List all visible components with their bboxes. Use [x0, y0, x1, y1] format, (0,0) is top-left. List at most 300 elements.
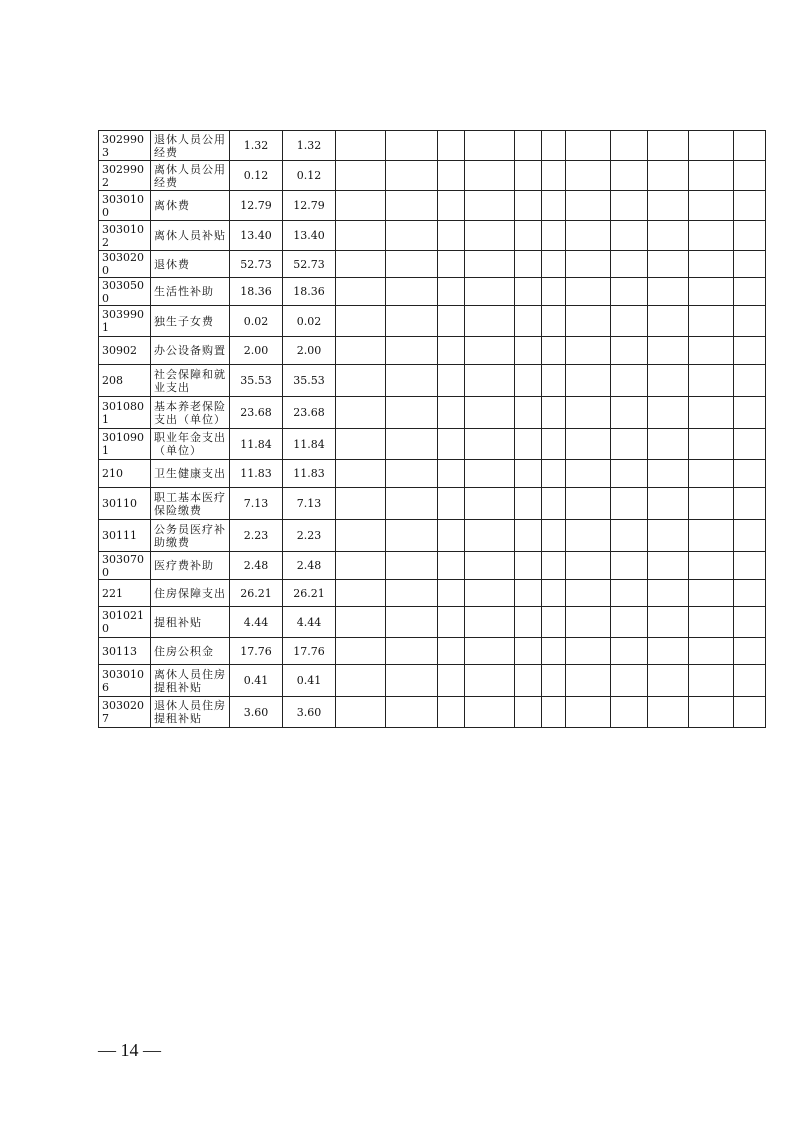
empty-cell: [689, 460, 734, 488]
empty-cell: [566, 337, 611, 365]
empty-cell: [438, 429, 465, 460]
empty-cell: [566, 221, 611, 251]
empty-cell: [336, 488, 386, 520]
empty-cell: [336, 365, 386, 397]
row-value-basic: 13.40: [283, 221, 336, 251]
row-value-basic: 23.68: [283, 397, 336, 429]
empty-cell: [515, 520, 542, 552]
empty-cell: [515, 580, 542, 607]
empty-cell: [438, 306, 465, 337]
empty-cell: [465, 460, 515, 488]
row-value-total: 35.53: [230, 365, 283, 397]
table-row: [99, 552, 766, 580]
row-value-basic: 3.60: [283, 697, 336, 728]
empty-cell: [611, 429, 648, 460]
row-name: 离休人员住房提租补贴: [151, 665, 230, 697]
empty-cell: [336, 607, 386, 638]
row-value-total: 12.79: [230, 191, 283, 221]
empty-cell: [465, 607, 515, 638]
table-row: [99, 365, 766, 397]
empty-cell: [465, 365, 515, 397]
table-row: [99, 607, 766, 638]
empty-cell: [386, 337, 438, 365]
empty-cell: [386, 278, 438, 306]
table-row: [99, 638, 766, 665]
empty-cell: [611, 552, 648, 580]
empty-cell: [438, 460, 465, 488]
empty-cell: [566, 580, 611, 607]
empty-cell: [648, 697, 689, 728]
empty-cell: [689, 131, 734, 161]
empty-cell: [438, 365, 465, 397]
table-row: [99, 460, 766, 488]
empty-cell: [515, 161, 542, 191]
empty-cell: [542, 488, 566, 520]
empty-cell: [611, 697, 648, 728]
empty-cell: [542, 607, 566, 638]
empty-cell: [611, 306, 648, 337]
empty-cell: [542, 460, 566, 488]
empty-cell: [336, 397, 386, 429]
empty-cell: [566, 131, 611, 161]
empty-cell: [734, 638, 766, 665]
empty-cell: [438, 697, 465, 728]
row-value-basic: 0.02: [283, 306, 336, 337]
empty-cell: [689, 306, 734, 337]
row-value-basic: 17.76: [283, 638, 336, 665]
empty-cell: [515, 365, 542, 397]
empty-cell: [386, 251, 438, 278]
empty-cell: [611, 397, 648, 429]
empty-cell: [542, 397, 566, 429]
empty-cell: [438, 488, 465, 520]
empty-cell: [611, 520, 648, 552]
row-value-basic: 1.32: [283, 131, 336, 161]
row-value-total: 0.02: [230, 306, 283, 337]
empty-cell: [438, 552, 465, 580]
row-value-total: 2.00: [230, 337, 283, 365]
empty-cell: [542, 365, 566, 397]
row-code: 221: [99, 580, 151, 607]
empty-cell: [542, 429, 566, 460]
empty-cell: [542, 638, 566, 665]
empty-cell: [465, 191, 515, 221]
empty-cell: [386, 638, 438, 665]
table-row: [99, 520, 766, 552]
empty-cell: [336, 580, 386, 607]
table-row: [99, 191, 766, 221]
row-value-total: 13.40: [230, 221, 283, 251]
row-code: 3010801: [99, 397, 151, 429]
row-code: 3030102: [99, 221, 151, 251]
empty-cell: [465, 638, 515, 665]
empty-cell: [465, 251, 515, 278]
row-name: 离休费: [151, 191, 230, 221]
row-value-total: 17.76: [230, 638, 283, 665]
empty-cell: [386, 580, 438, 607]
row-name: 职工基本医疗保险缴费: [151, 488, 230, 520]
empty-cell: [611, 580, 648, 607]
row-value-basic: 2.23: [283, 520, 336, 552]
empty-cell: [648, 337, 689, 365]
empty-cell: [465, 306, 515, 337]
empty-cell: [515, 638, 542, 665]
row-value-basic: 35.53: [283, 365, 336, 397]
empty-cell: [611, 131, 648, 161]
empty-cell: [611, 251, 648, 278]
empty-cell: [734, 429, 766, 460]
empty-cell: [566, 278, 611, 306]
empty-cell: [438, 161, 465, 191]
empty-cell: [438, 607, 465, 638]
empty-cell: [465, 552, 515, 580]
empty-cell: [386, 221, 438, 251]
empty-cell: [566, 306, 611, 337]
empty-cell: [689, 397, 734, 429]
empty-cell: [465, 221, 515, 251]
empty-cell: [611, 221, 648, 251]
row-value-total: 11.84: [230, 429, 283, 460]
empty-cell: [438, 221, 465, 251]
empty-cell: [386, 131, 438, 161]
empty-cell: [566, 191, 611, 221]
empty-cell: [648, 221, 689, 251]
empty-cell: [689, 429, 734, 460]
row-code: 3039901: [99, 306, 151, 337]
empty-cell: [611, 191, 648, 221]
empty-cell: [542, 221, 566, 251]
empty-cell: [648, 552, 689, 580]
table-row: [99, 251, 766, 278]
row-value-basic: 18.36: [283, 278, 336, 306]
table-row: [99, 429, 766, 460]
row-name: 社会保障和就业支出: [151, 365, 230, 397]
empty-cell: [689, 251, 734, 278]
empty-cell: [648, 365, 689, 397]
table-row: [99, 397, 766, 429]
empty-cell: [465, 520, 515, 552]
empty-cell: [734, 520, 766, 552]
empty-cell: [465, 429, 515, 460]
row-name: 退休人员公用经费: [151, 131, 230, 161]
empty-cell: [438, 580, 465, 607]
row-name: 卫生健康支出: [151, 460, 230, 488]
empty-cell: [438, 131, 465, 161]
row-name: 公务员医疗补助缴费: [151, 520, 230, 552]
empty-cell: [566, 365, 611, 397]
empty-cell: [734, 131, 766, 161]
empty-cell: [611, 638, 648, 665]
row-value-total: 2.48: [230, 552, 283, 580]
row-code: 30113: [99, 638, 151, 665]
empty-cell: [465, 580, 515, 607]
row-name: 退休人员住房提租补贴: [151, 697, 230, 728]
empty-cell: [542, 520, 566, 552]
empty-cell: [336, 306, 386, 337]
empty-cell: [542, 337, 566, 365]
empty-cell: [465, 665, 515, 697]
empty-cell: [648, 638, 689, 665]
empty-cell: [566, 460, 611, 488]
empty-cell: [566, 697, 611, 728]
empty-cell: [386, 607, 438, 638]
empty-cell: [566, 161, 611, 191]
empty-cell: [438, 520, 465, 552]
empty-cell: [438, 278, 465, 306]
empty-cell: [689, 607, 734, 638]
empty-cell: [336, 460, 386, 488]
empty-cell: [648, 306, 689, 337]
empty-cell: [648, 460, 689, 488]
empty-cell: [336, 221, 386, 251]
empty-cell: [689, 665, 734, 697]
empty-cell: [689, 365, 734, 397]
empty-cell: [689, 488, 734, 520]
empty-cell: [734, 397, 766, 429]
empty-cell: [648, 665, 689, 697]
row-value-total: 1.32: [230, 131, 283, 161]
table-row: [99, 665, 766, 697]
empty-cell: [734, 337, 766, 365]
row-value-basic: 4.44: [283, 607, 336, 638]
empty-cell: [386, 429, 438, 460]
empty-cell: [611, 607, 648, 638]
empty-cell: [336, 161, 386, 191]
table-row: [99, 488, 766, 520]
empty-cell: [542, 552, 566, 580]
empty-cell: [386, 365, 438, 397]
empty-cell: [566, 665, 611, 697]
row-code: 3030500: [99, 278, 151, 306]
row-code: 208: [99, 365, 151, 397]
empty-cell: [689, 191, 734, 221]
empty-cell: [542, 306, 566, 337]
empty-cell: [386, 161, 438, 191]
empty-cell: [386, 397, 438, 429]
empty-cell: [515, 278, 542, 306]
empty-cell: [611, 365, 648, 397]
empty-cell: [689, 697, 734, 728]
empty-cell: [515, 607, 542, 638]
empty-cell: [734, 665, 766, 697]
empty-cell: [515, 221, 542, 251]
empty-cell: [566, 429, 611, 460]
row-value-basic: 11.84: [283, 429, 336, 460]
empty-cell: [542, 278, 566, 306]
empty-cell: [734, 460, 766, 488]
row-name: 医疗费补助: [151, 552, 230, 580]
empty-cell: [336, 131, 386, 161]
empty-cell: [611, 161, 648, 191]
row-name: 住房保障支出: [151, 580, 230, 607]
empty-cell: [465, 397, 515, 429]
empty-cell: [734, 365, 766, 397]
empty-cell: [689, 161, 734, 191]
empty-cell: [438, 191, 465, 221]
row-code: 210: [99, 460, 151, 488]
row-value-total: 0.41: [230, 665, 283, 697]
empty-cell: [336, 278, 386, 306]
empty-cell: [734, 221, 766, 251]
empty-cell: [438, 397, 465, 429]
table-row: [99, 221, 766, 251]
empty-cell: [648, 251, 689, 278]
empty-cell: [515, 306, 542, 337]
empty-cell: [542, 161, 566, 191]
empty-cell: [515, 131, 542, 161]
row-code: 3030106: [99, 665, 151, 697]
empty-cell: [386, 697, 438, 728]
empty-cell: [566, 607, 611, 638]
empty-cell: [734, 552, 766, 580]
row-value-basic: 26.21: [283, 580, 336, 607]
budget-table: [98, 130, 766, 728]
empty-cell: [734, 580, 766, 607]
row-code: 3029902: [99, 161, 151, 191]
row-code: 3030200: [99, 251, 151, 278]
empty-cell: [734, 488, 766, 520]
row-code: 30902: [99, 337, 151, 365]
empty-cell: [611, 337, 648, 365]
table-row: [99, 131, 766, 161]
empty-cell: [648, 520, 689, 552]
empty-cell: [386, 520, 438, 552]
empty-cell: [465, 161, 515, 191]
empty-cell: [734, 306, 766, 337]
empty-cell: [648, 580, 689, 607]
empty-cell: [611, 460, 648, 488]
empty-cell: [336, 251, 386, 278]
empty-cell: [734, 251, 766, 278]
table-row: [99, 337, 766, 365]
empty-cell: [438, 251, 465, 278]
row-name: 生活性补助: [151, 278, 230, 306]
empty-cell: [542, 251, 566, 278]
empty-cell: [689, 337, 734, 365]
empty-cell: [465, 697, 515, 728]
row-value-basic: 7.13: [283, 488, 336, 520]
empty-cell: [611, 665, 648, 697]
row-value-basic: 52.73: [283, 251, 336, 278]
empty-cell: [336, 520, 386, 552]
row-value-total: 52.73: [230, 251, 283, 278]
empty-cell: [336, 191, 386, 221]
empty-cell: [465, 488, 515, 520]
empty-cell: [566, 488, 611, 520]
empty-cell: [734, 697, 766, 728]
empty-cell: [734, 607, 766, 638]
empty-cell: [566, 251, 611, 278]
empty-cell: [465, 131, 515, 161]
empty-cell: [465, 337, 515, 365]
table-row: [99, 697, 766, 728]
empty-cell: [648, 429, 689, 460]
empty-cell: [515, 397, 542, 429]
row-name: 职业年金支出（单位）: [151, 429, 230, 460]
table-row: [99, 580, 766, 607]
empty-cell: [386, 552, 438, 580]
empty-cell: [438, 337, 465, 365]
empty-cell: [648, 131, 689, 161]
empty-cell: [515, 337, 542, 365]
empty-cell: [542, 665, 566, 697]
row-value-total: 2.23: [230, 520, 283, 552]
row-code: 3030100: [99, 191, 151, 221]
empty-cell: [542, 697, 566, 728]
row-value-total: 0.12: [230, 161, 283, 191]
table-body: [99, 131, 766, 728]
row-name: 独生子女费: [151, 306, 230, 337]
empty-cell: [542, 580, 566, 607]
row-code: 3030700: [99, 552, 151, 580]
empty-cell: [566, 638, 611, 665]
empty-cell: [336, 665, 386, 697]
row-value-total: 3.60: [230, 697, 283, 728]
empty-cell: [566, 520, 611, 552]
empty-cell: [542, 131, 566, 161]
empty-cell: [386, 460, 438, 488]
empty-cell: [515, 460, 542, 488]
empty-cell: [515, 665, 542, 697]
empty-cell: [689, 638, 734, 665]
empty-cell: [336, 638, 386, 665]
empty-cell: [438, 638, 465, 665]
empty-cell: [386, 665, 438, 697]
empty-cell: [336, 337, 386, 365]
row-value-total: 4.44: [230, 607, 283, 638]
empty-cell: [689, 520, 734, 552]
empty-cell: [689, 278, 734, 306]
empty-cell: [648, 397, 689, 429]
empty-cell: [465, 278, 515, 306]
empty-cell: [515, 429, 542, 460]
empty-cell: [734, 191, 766, 221]
empty-cell: [648, 488, 689, 520]
empty-cell: [611, 488, 648, 520]
row-value-total: 11.83: [230, 460, 283, 488]
empty-cell: [689, 221, 734, 251]
empty-cell: [336, 429, 386, 460]
row-name: 退休费: [151, 251, 230, 278]
empty-cell: [515, 251, 542, 278]
empty-cell: [336, 552, 386, 580]
empty-cell: [648, 161, 689, 191]
empty-cell: [515, 191, 542, 221]
empty-cell: [734, 161, 766, 191]
row-code: 3010210: [99, 607, 151, 638]
row-code: 30110: [99, 488, 151, 520]
empty-cell: [566, 397, 611, 429]
row-code: 3010901: [99, 429, 151, 460]
empty-cell: [515, 697, 542, 728]
row-value-basic: 2.00: [283, 337, 336, 365]
empty-cell: [386, 488, 438, 520]
empty-cell: [438, 665, 465, 697]
row-value-basic: 0.12: [283, 161, 336, 191]
row-name: 离休人员补贴: [151, 221, 230, 251]
row-value-basic: 0.41: [283, 665, 336, 697]
table-row: [99, 278, 766, 306]
empty-cell: [648, 191, 689, 221]
empty-cell: [648, 607, 689, 638]
empty-cell: [689, 580, 734, 607]
row-value-total: 26.21: [230, 580, 283, 607]
empty-cell: [542, 191, 566, 221]
row-value-total: 7.13: [230, 488, 283, 520]
row-name: 离休人员公用经费: [151, 161, 230, 191]
empty-cell: [515, 552, 542, 580]
empty-cell: [336, 697, 386, 728]
